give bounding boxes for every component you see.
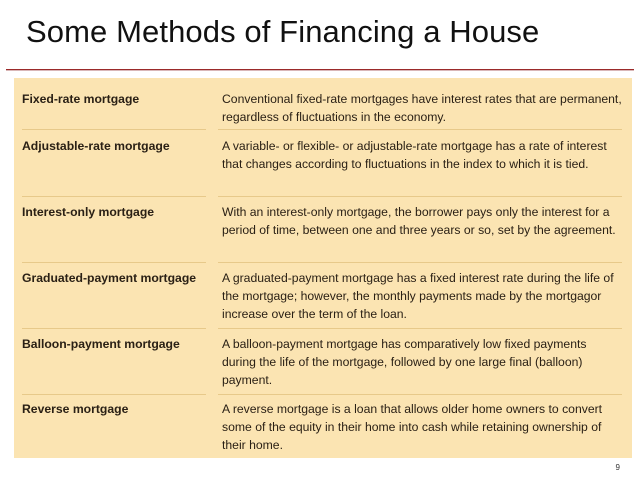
row-divider [218, 394, 622, 395]
row-divider [22, 328, 206, 329]
row-divider [218, 196, 622, 197]
description-adjustable-rate: A variable- or flexible- or adjustable-rate mortgage has a rate of interest that changes according to fluctuations in the index to which it is tied. [222, 139, 607, 171]
term-balloon-payment: Balloon-payment mortgage [22, 337, 180, 351]
row-divider [22, 129, 206, 130]
description-balloon-payment: A balloon-payment mortgage has comparatively low fixed payments during the life of the mortgage, followed by one large final (balloon) payment. [222, 337, 587, 387]
term-adjustable-rate: Adjustable-rate mortgage [22, 139, 170, 153]
slide-title: Some Methods of Financing a House [26, 14, 540, 49]
row-divider [22, 196, 206, 197]
description-reverse: A reverse mortgage is a loan that allows older home owners to convert some of the equity in their home into cash while retaining ownership of their home. [222, 402, 603, 452]
description-interest-only: With an interest-only mortgage, the borrower pays only the interest for a period of time, between one and three years or so, set by the agreement. [222, 205, 616, 237]
term-interest-only: Interest-only mortgage [22, 205, 155, 219]
term-graduated-payment: Graduated-payment mortgage [22, 271, 197, 285]
row-divider [218, 328, 622, 329]
term-reverse: Reverse mortgage [22, 402, 129, 416]
row-divider [22, 394, 206, 395]
page-number: 9 [615, 463, 620, 472]
row-divider [218, 129, 622, 130]
description-graduated-payment: A graduated-payment mortgage has a fixed interest rate during the life of the mortgage; however, the monthly payments made by the mortgagor increase over the term of the loan. [222, 271, 614, 321]
term-fixed-rate: Fixed-rate mortgage [22, 92, 140, 106]
financing-methods-table [14, 78, 632, 458]
description-fixed-rate: Conventional fixed-rate mortgages have interest rates that are permanent, regardless of fluctuations in the economy. [222, 92, 622, 124]
row-divider [218, 262, 622, 263]
title-divider-shadow [6, 70, 634, 71]
row-divider [22, 262, 206, 263]
